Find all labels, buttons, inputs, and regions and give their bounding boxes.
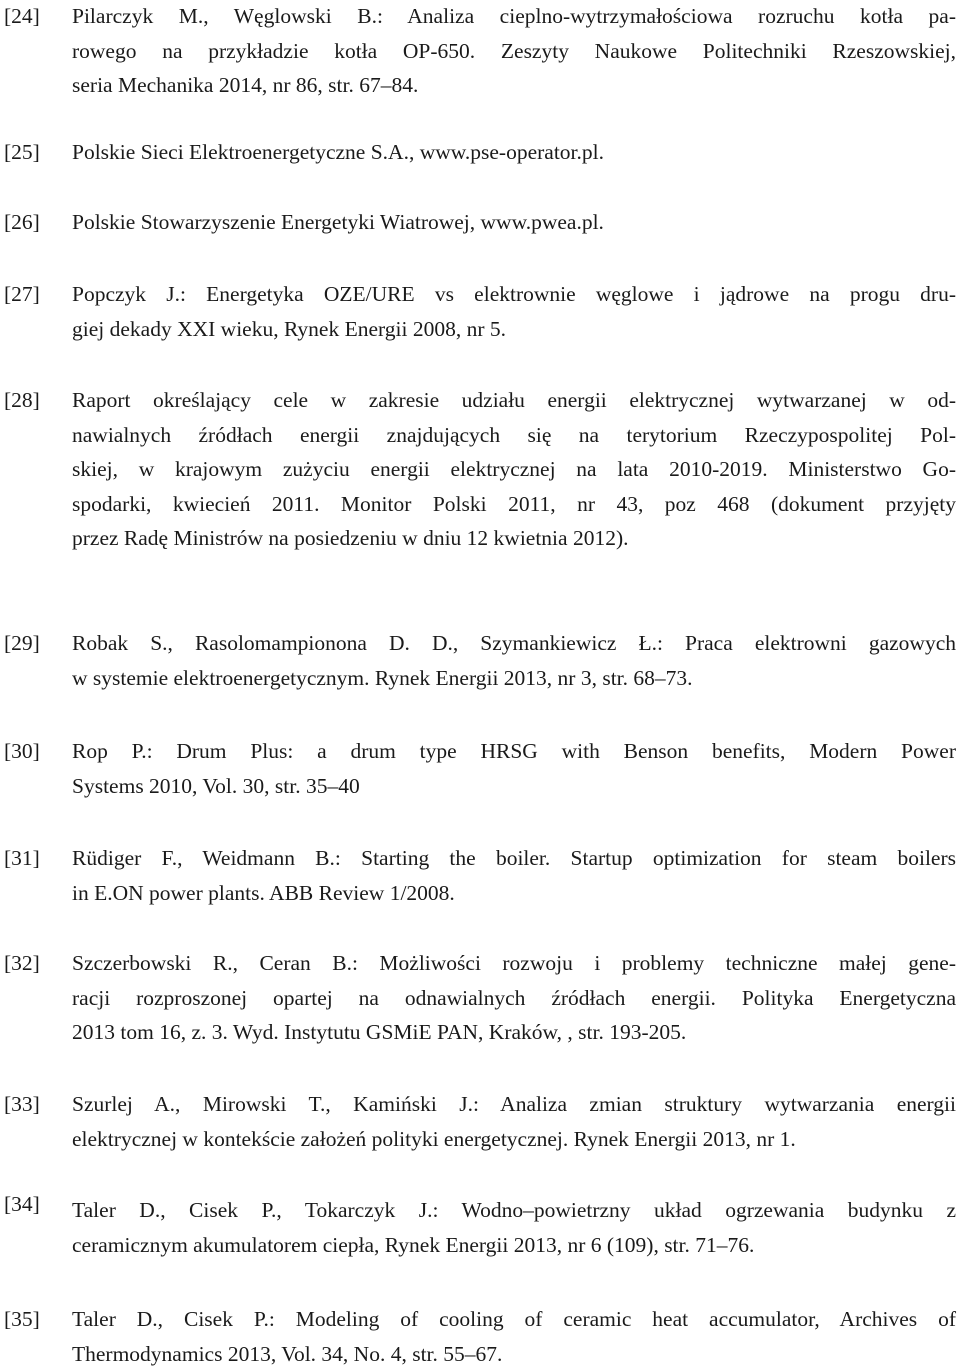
reference-line: racji rozproszonej opartej na odnawialnych źródłach energii. Polityka Energetyczna	[72, 981, 956, 1016]
reference-line: Taler D., Cisek P., Tokarczyk J.: Wodno–powietrzny układ ogrzewania budynku z	[72, 1193, 956, 1228]
reference-line: Raport określający cele w zakresie udziału energii elektrycznej wytwarzanej w od-	[72, 383, 956, 418]
reference-line: Polskie Stowarzyszenie Energetyki Wiatrowej, www.pwea.pl.	[72, 205, 956, 240]
reference-line: Szczerbowski R., Ceran B.: Możliwości rozwoju i problemy techniczne małej gene-	[72, 946, 956, 981]
reference-line: Robak S., Rasolomampionona D. D., Szymankiewicz Ł.: Praca elektrowni gazowych	[72, 626, 956, 661]
reference-line: 2013 tom 16, z. 3. Wyd. Instytutu GSMiE PAN, Kraków, , str. 193-205.	[72, 1015, 956, 1050]
reference-number: [24]	[4, 0, 40, 34]
reference-line: Szurlej A., Mirowski T., Kamiński J.: Analiza zmian struktury wytwarzania energii	[72, 1087, 956, 1122]
reference-line: Systems 2010, Vol. 30, str. 35–40	[72, 769, 956, 804]
reference-number: [32]	[4, 946, 40, 981]
reference-line: spodarki, kwiecień 2011. Monitor Polski 2011, nr 43, poz 468 (dokument przyjęty	[72, 487, 956, 522]
reference-line: Taler D., Cisek P.: Modeling of cooling of ceramic heat accumulator, Archives of	[72, 1302, 956, 1337]
reference-number: [33]	[4, 1087, 40, 1122]
reference-text	[72, 946, 956, 1050]
reference-line: Rop P.: Drum Plus: a drum type HRSG with Benson benefits, Modern Power	[72, 734, 956, 769]
reference-line: Thermodynamics 2013, Vol. 34, No. 4, str. 55–67.	[72, 1337, 956, 1371]
reference-number: [31]	[4, 841, 40, 876]
reference-text	[72, 626, 956, 695]
reference-text	[72, 734, 956, 803]
reference-text	[72, 841, 956, 910]
reference-text	[72, 1302, 956, 1371]
reference-text	[72, 0, 956, 103]
reference-line: elektrycznej w kontekście założeń polityki energetycznej. Rynek Energii 2013, nr 1.	[72, 1122, 956, 1157]
reference-line: giej dekady XXI wieku, Rynek Energii 2008, nr 5.	[72, 312, 956, 347]
reference-number: [28]	[4, 383, 40, 418]
reference-text	[72, 277, 956, 346]
reference-text	[72, 1087, 956, 1156]
reference-text	[72, 205, 956, 240]
reference-line: Rüdiger F., Weidmann B.: Starting the boiler. Startup optimization for steam boilers	[72, 841, 956, 876]
reference-number: [26]	[4, 205, 40, 240]
reference-line: rowego na przykładzie kotła OP-650. Zeszyty Naukowe Politechniki Rzeszowskiej,	[72, 34, 956, 69]
reference-text	[72, 1193, 956, 1262]
reference-line: ceramicznym akumulatorem ciepła, Rynek Energii 2013, nr 6 (109), str. 71–76.	[72, 1228, 956, 1263]
reference-line: skiej, w krajowym zużyciu energii elektrycznej na lata 2010-2019. Ministerstwo Go-	[72, 452, 956, 487]
reference-line: przez Radę Ministrów na posiedzeniu w dniu 12 kwietnia 2012).	[72, 521, 956, 556]
reference-line: in E.ON power plants. ABB Review 1/2008.	[72, 876, 956, 911]
reference-number: [30]	[4, 734, 40, 769]
reference-text	[72, 135, 956, 170]
reference-number: [35]	[4, 1302, 40, 1337]
reference-text	[72, 383, 956, 556]
reference-line: Pilarczyk M., Węglowski B.: Analiza cieplno-wytrzymałościowa rozruchu kotła pa-	[72, 0, 956, 34]
reference-number: [27]	[4, 277, 40, 312]
reference-line: nawialnych źródłach energii znajdujących się na terytorium Rzeczypospolitej Pol-	[72, 418, 956, 453]
reference-number: [25]	[4, 135, 40, 170]
reference-line: w systemie elektroenergetycznym. Rynek Energii 2013, nr 3, str. 68–73.	[72, 661, 956, 696]
reference-line: Polskie Sieci Elektroenergetyczne S.A., www.pse-operator.pl.	[72, 135, 956, 170]
reference-line: Popczyk J.: Energetyka OZE/URE vs elektrownie węglowe i jądrowe na progu dru-	[72, 277, 956, 312]
reference-number: [29]	[4, 626, 40, 661]
reference-line: seria Mechanika 2014, nr 86, str. 67–84.	[72, 68, 956, 103]
reference-number: [34]	[4, 1187, 40, 1222]
